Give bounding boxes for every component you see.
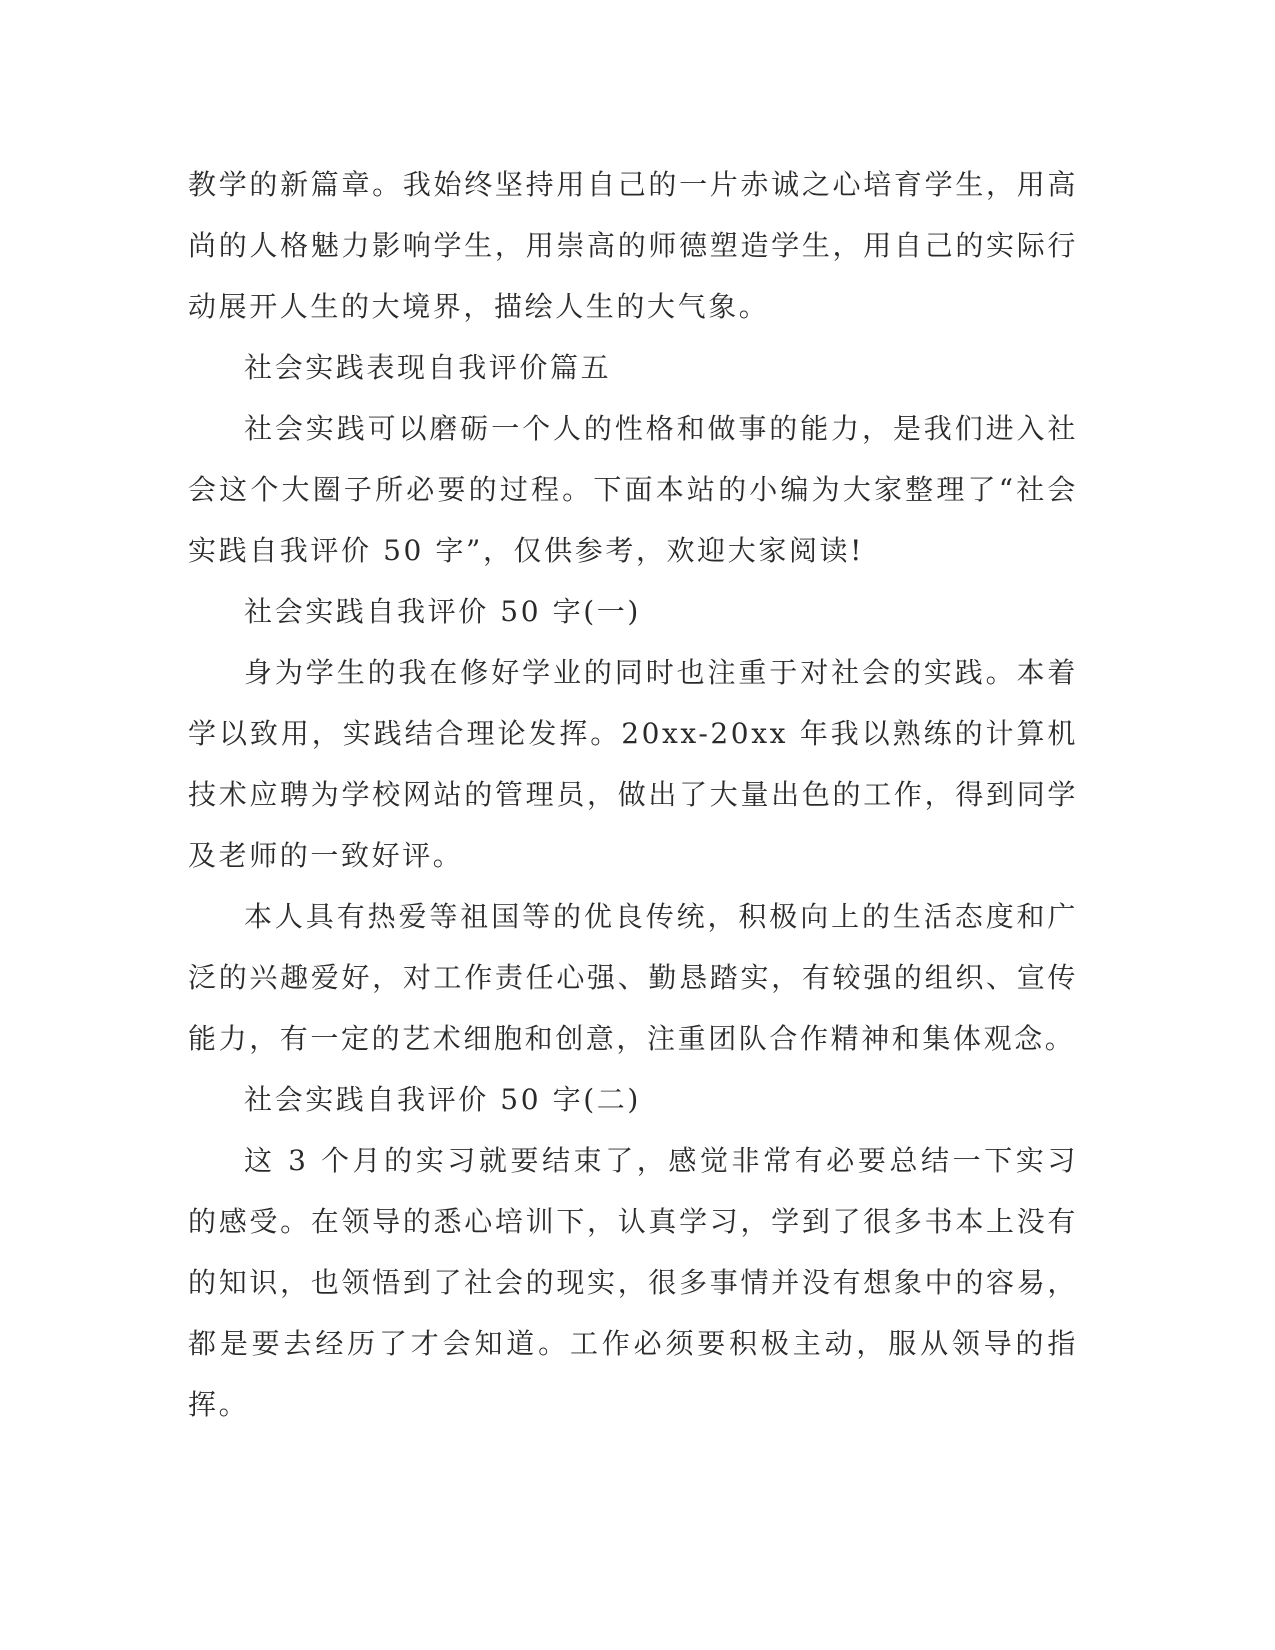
document-body bbox=[188, 154, 1078, 1435]
section-heading: 社会实践表现自我评价篇五 bbox=[244, 351, 612, 384]
paragraph-continuation: 教学的新篇章。我始终坚持用自己的一片赤诚之心培育学生，用高尚的人格魅力影响学生，用崇高的师德塑造学生，用自己的实际行动展开人生的大境界，描绘人生的大气象。 bbox=[188, 168, 1078, 323]
subsection-heading: 社会实践自我评价 50 字(二) bbox=[244, 1083, 641, 1116]
paragraph: 这 3 个月的实习就要结束了，感觉非常有必要总结一下实习的感受。在领导的悉心培训下，认真学习，学到了很多书本上没有的知识，也领悟到了社会的现实，很多事情并没有想象中的容易，都是要去经历了才会知道。工作必须要积极主动，服从领导的指挥。 bbox=[188, 1144, 1078, 1421]
paragraph: 身为学生的我在修好学业的同时也注重于对社会的实践。本着学以致用，实践结合理论发挥。20xx-20xx 年我以熟练的计算机技术应聘为学校网站的管理员，做出了大量出色的工作，得到同学及老师的一致好评。 bbox=[188, 656, 1078, 872]
subsection-heading: 社会实践自我评价 50 字(一) bbox=[244, 595, 641, 628]
paragraph: 本人具有热爱等祖国等的优良传统，积极向上的生活态度和广泛的兴趣爱好，对工作责任心强、勤恳踏实，有较强的组织、宣传能力，有一定的艺术细胞和创意，注重团队合作精神和集体观念。 bbox=[188, 900, 1078, 1055]
paragraph: 社会实践可以磨砺一个人的性格和做事的能力，是我们进入社会这个大圈子所必要的过程。下面本站的小编为大家整理了“社会实践自我评价 50 字”，仅供参考，欢迎大家阅读! bbox=[188, 412, 1078, 567]
